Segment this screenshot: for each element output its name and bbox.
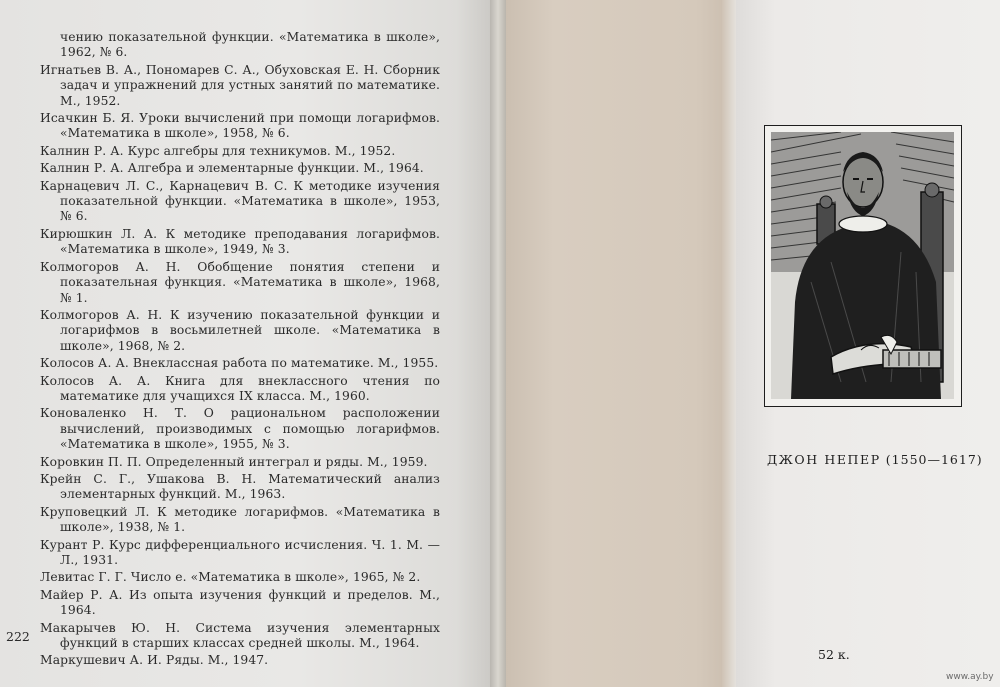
bibliography-entry: Колмогоров А. Н. К изучению показательной функции и логарифмов в восьмилетней школе. «Математика в школе», 1968, № 2. bbox=[40, 307, 440, 353]
portrait-caption-name: ДЖОН НЕПЕР bbox=[767, 452, 881, 467]
portrait-caption bbox=[767, 452, 983, 467]
bibliography-entry: Исачкин Б. Я. Уроки вычислений при помощи логарифмов. «Математика в школе», 1958, № 6. bbox=[40, 111, 440, 141]
bibliography-entry: Калнин Р. А. Курс алгебры для техникумов. М., 1952. bbox=[40, 143, 396, 158]
watermark: www.ay.by bbox=[946, 672, 994, 682]
bibliography-list bbox=[40, 30, 440, 671]
bibliography-entry: Кирюшкин Л. А. К методике преподавания логарифмов. «Математика в школе», 1949, № 3. bbox=[40, 226, 440, 257]
bibliography-entry: Крейн С. Г., Ушакова В. Н. Математический анализ элементарных функций. М., 1963. bbox=[40, 471, 440, 502]
bibliography-entry: Колосов А. А. Книга для внеклассного чтения по математике для учащихся IX класса. М., 1960. bbox=[40, 373, 440, 403]
bibliography-entry: Левитас Г. Г. Число е. «Математика в школе», 1965, № 2. bbox=[40, 570, 421, 585]
bibliography-entry: Макарычев Ю. Н. Система изучения элементарных функций в старших классах средней школы. М., 1964. bbox=[40, 620, 440, 651]
bibliography-entry: Колмогоров А. Н. Обобщение понятия степени и показательная функция. «Математика в школе», 1968, № 1. bbox=[40, 259, 440, 305]
flyleaf bbox=[506, 0, 744, 687]
left-page bbox=[0, 0, 496, 687]
bibliography-entry: Игнатьев В. А., Пономарев С. А., Обуховская Е. Н. Сборник задач и упражнений для устных занятий по математике. М., 1952. bbox=[40, 62, 440, 108]
bibliography-entry: чению показательной функции. «Математика в школе», 1962, № 6. bbox=[60, 30, 440, 60]
bibliography-entry: Маркушевич А. И. Ряды. М., 1947. bbox=[40, 653, 269, 668]
book-price: 52 к. bbox=[818, 647, 850, 662]
bibliography-entry: Курант Р. Курс дифференциального исчисления. Ч. 1. М. — Л., 1931. bbox=[40, 537, 440, 567]
bibliography-entry: Майер Р. А. Из опыта изучения функций и пределов. М., 1964. bbox=[40, 587, 440, 618]
portrait-caption-years: (1550—1617) bbox=[885, 452, 983, 467]
bibliography-entry: Коноваленко Н. Т. О рациональном расположении вычислений, производимых с помощью логарифмов. «Математика в школе», 1955, № 3. bbox=[40, 406, 440, 452]
bibliography-entry: Карнацевич Л. С., Карнацевич В. С. К методике изучения показательной функции. «Математика в школе», 1953, № 6. bbox=[40, 178, 440, 224]
napier-portrait-illustration bbox=[771, 132, 954, 399]
page-number: 222 bbox=[6, 629, 30, 644]
bibliography-entry: Колосов А. А. Внеклассная работа по математике. М., 1955. bbox=[40, 356, 439, 371]
portrait-frame bbox=[764, 125, 962, 407]
bibliography-entry: Круповецкий Л. К методике логарифмов. «Математика в школе», 1938, № 1. bbox=[40, 504, 440, 535]
bibliography-entry: Коровкин П. П. Определенный интеграл и ряды. М., 1959. bbox=[40, 454, 428, 469]
bibliography-entry: Калнин Р. А. Алгебра и элементарные функции. М., 1964. bbox=[40, 161, 424, 176]
